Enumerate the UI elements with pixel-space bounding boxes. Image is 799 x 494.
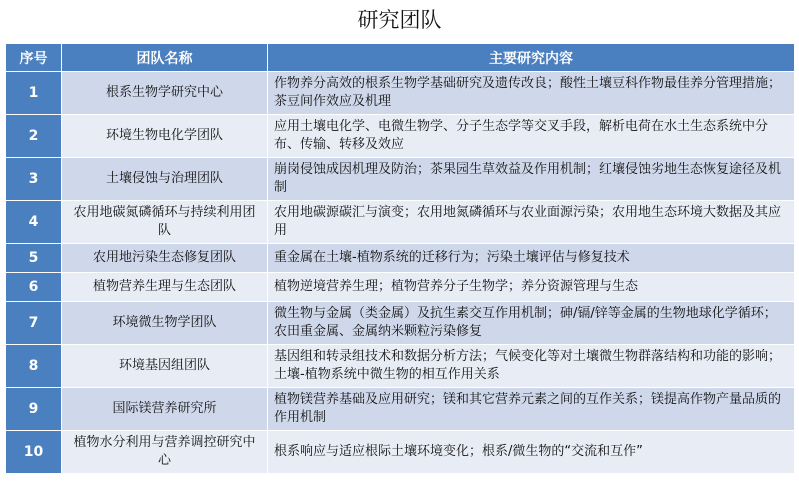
research-team-table	[5, 43, 795, 474]
table-header-row	[6, 44, 795, 72]
row-content: 作物养分高效的根系生物学基础研究及遗传改良；酸性土壤豆科作物最佳养分管理措施；茶豆间作效应及机理	[268, 72, 795, 115]
row-num: 7	[6, 302, 62, 345]
row-content: 根系响应与适应根际土壤环境变化；根系/微生物的“交流和互作”	[268, 431, 795, 474]
table-row	[6, 388, 795, 431]
table-row	[6, 302, 795, 345]
row-team: 环境生物电化学团队	[62, 115, 268, 158]
header-num: 序号	[6, 44, 62, 72]
row-team: 土壤侵蚀与治理团队	[62, 158, 268, 201]
row-team: 根系生物学研究中心	[62, 72, 268, 115]
row-team: 国际镁营养研究所	[62, 388, 268, 431]
table-row	[6, 115, 795, 158]
row-team: 植物水分利用与营养调控研究中心	[62, 431, 268, 474]
row-team: 环境基因组团队	[62, 345, 268, 388]
table-row	[6, 72, 795, 115]
row-content: 农用地碳源碳汇与演变；农用地氮磷循环与农业面源污染；农用地生态环境大数据及其应用	[268, 201, 795, 244]
row-content: 崩岗侵蚀成因机理及防治；茶果园生草效益及作用机制；红壤侵蚀劣地生态恢复途径及机制	[268, 158, 795, 201]
row-num: 5	[6, 244, 62, 273]
table-row	[6, 244, 795, 273]
page-title: 研究团队	[357, 8, 442, 32]
row-content: 植物逆境营养生理；植物营养分子生物学；养分资源管理与生态	[268, 273, 795, 302]
row-num: 10	[6, 431, 62, 474]
row-num: 3	[6, 158, 62, 201]
table-row	[6, 273, 795, 302]
row-num: 2	[6, 115, 62, 158]
table-row	[6, 201, 795, 244]
row-content: 应用土壤电化学、电微生物学、分子生态学等交叉手段，解析电荷在水土生态系统中分布、传输、转移及效应	[268, 115, 795, 158]
row-num: 9	[6, 388, 62, 431]
header-content: 主要研究内容	[268, 44, 795, 72]
row-team: 植物营养生理与生态团队	[62, 273, 268, 302]
header-team: 团队名称	[62, 44, 268, 72]
table-row	[6, 158, 795, 201]
row-content: 微生物与金属（类金属）及抗生素交互作用机制；砷/镉/锌等金属的生物地球化学循环；农田重金属、金属纳米颗粒污染修复	[268, 302, 795, 345]
row-team: 环境微生物学团队	[62, 302, 268, 345]
row-content: 基因组和转录组技术和数据分析方法；气候变化等对土壤微生物群落结构和功能的影响；土壤-植物系统中微生物的相互作用关系	[268, 345, 795, 388]
row-num: 6	[6, 273, 62, 302]
row-content: 植物镁营养基础及应用研究；镁和其它营养元素之间的互作关系；镁提高作物产量品质的作用机制	[268, 388, 795, 431]
row-num: 8	[6, 345, 62, 388]
row-content: 重金属在土壤-植物系统的迁移行为；污染土壤评估与修复技术	[268, 244, 795, 273]
row-num: 1	[6, 72, 62, 115]
table-row	[6, 345, 795, 388]
row-team: 农用地污染生态修复团队	[62, 244, 268, 273]
table-row	[6, 431, 795, 474]
row-team: 农用地碳氮磷循环与持续利用团队	[62, 201, 268, 244]
row-num: 4	[6, 201, 62, 244]
